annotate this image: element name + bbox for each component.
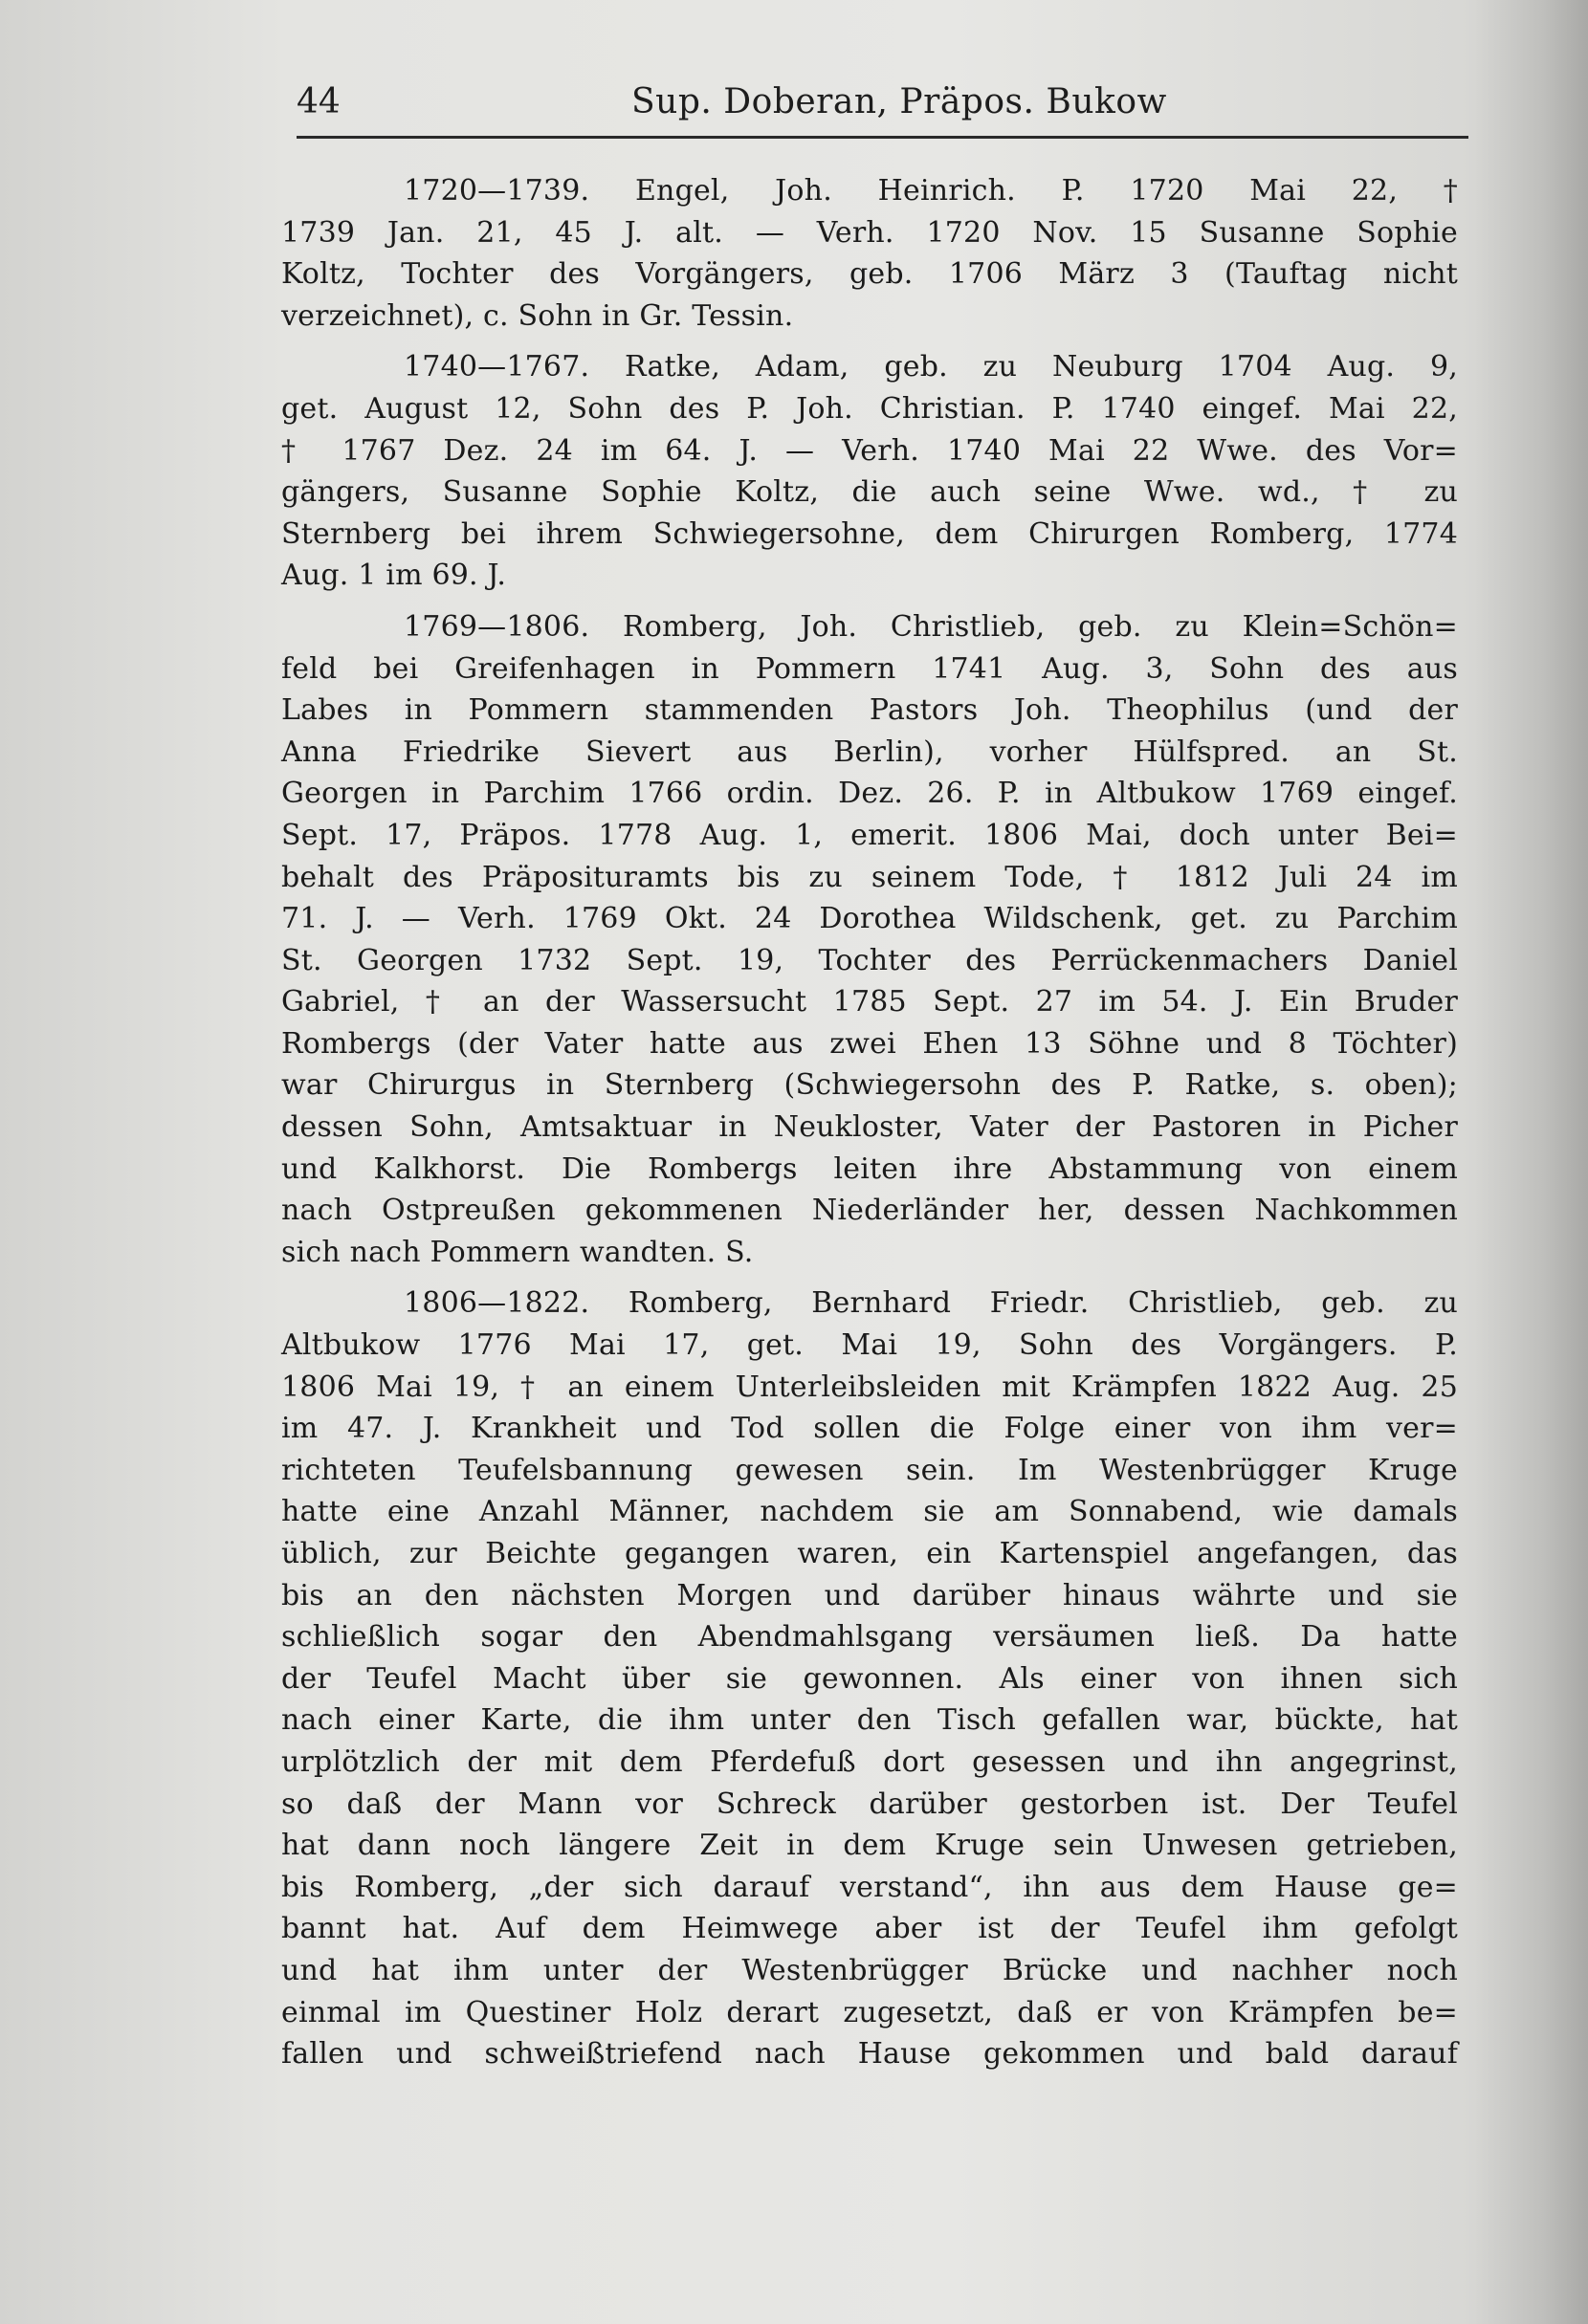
text-line: † 1767 Dez. 24 im 64. J. — Verh. 1740 Mai 22 Wwe. des Vor= xyxy=(281,433,1458,468)
text-line: behalt des Präposituramts bis zu seinem Tode, † 1812 Juli 24 im xyxy=(281,860,1458,894)
text-line: 1740—1767. Ratke, Adam, geb. zu Neuburg 1704 Aug. 9, xyxy=(404,350,1458,384)
text-line: get. August 12, Sohn des P. Joh. Christian. P. 1740 eingef. Mai 22, xyxy=(281,391,1458,426)
text-line: Aug. 1 im 69. J. xyxy=(281,559,507,593)
header-rule xyxy=(297,136,1468,139)
text-line: feld bei Greifenhagen in Pommern 1741 Aug. 3, Sohn des aus xyxy=(281,651,1458,686)
text-line: hatte eine Anzahl Männer, nachdem sie am Sonnabend, wie damals xyxy=(281,1495,1458,1529)
text-line: Georgen in Parchim 1766 ordin. Dez. 26. P. in Altbukow 1769 eingef. xyxy=(281,777,1458,811)
text-line: Sternberg bei ihrem Schwiegersohne, dem Chirurgen Romberg, 1774 xyxy=(281,516,1458,551)
text-line: 1739 Jan. 21, 45 J. alt. — Verh. 1720 Nov. 15 Susanne Sophie xyxy=(281,215,1458,250)
text-line: dessen Sohn, Amtsaktuar in Neukloster, Vater der Pastoren in Picher xyxy=(281,1110,1458,1145)
text-line: Anna Friedrike Sievert aus Berlin), vorher Hülfspred. an St. xyxy=(281,734,1458,769)
text-line: und Kalkhorst. Die Rombergs leiten ihre Abstammung von einem xyxy=(281,1151,1458,1186)
text-line: bis Romberg, „der sich darauf verstand“, ihn aus dem Hause ge= xyxy=(281,1870,1458,1904)
text-line: Altbukow 1776 Mai 17, get. Mai 19, Sohn des Vorgängers. P. xyxy=(281,1328,1458,1363)
text-line: und hat ihm unter der Westenbrügger Brücke und nachher noch xyxy=(281,1953,1458,1987)
text-line: nach Ostpreußen gekommenen Niederländer her, dessen Nachkommen xyxy=(281,1194,1458,1228)
text-line: verzeichnet), c. Sohn in Gr. Tessin. xyxy=(281,298,794,333)
text-line: üblich, zur Beichte gegangen waren, ein Kartenspiel angefangen, das xyxy=(281,1537,1458,1570)
body-text xyxy=(281,170,1458,2085)
text-line: bannt hat. Auf dem Heimwege aber ist der Teufel ihm gefolgt xyxy=(281,1912,1458,1946)
running-head: Sup. Doberan, Präpos. Bukow xyxy=(631,82,1167,121)
text-line: 1769—1806. Romberg, Joh. Christlieb, geb. zu Klein=Schön= xyxy=(404,609,1458,644)
text-line: St. Georgen 1732 Sept. 19, Tochter des Perrückenmachers Daniel xyxy=(281,943,1458,977)
text-line: einmal im Questiner Holz derart zugesetzt, daß er von Krämpfen be= xyxy=(281,1995,1458,2029)
text-line: schließlich sogar den Abendmahlsgang versäumen ließ. Da hatte xyxy=(281,1620,1458,1655)
text-line: 1806 Mai 19, † an einem Unterleibsleiden mit Krämpfen 1822 Aug. 25 xyxy=(281,1370,1458,1404)
text-line: Labes in Pommern stammenden Pastors Joh. Theophilus (und der xyxy=(281,693,1458,728)
text-line: Rombergs (der Vater hatte aus zwei Ehen 13 Söhne und 8 Töchter) xyxy=(281,1026,1458,1061)
text-line: nach einer Karte, die ihm unter den Tisch gefallen war, bückte, hat xyxy=(281,1703,1458,1738)
text-line: bis an den nächsten Morgen und darüber hinaus währte und sie xyxy=(281,1578,1458,1612)
text-line: Sept. 17, Präpos. 1778 Aug. 1, emerit. 1806 Mai, doch unter Bei= xyxy=(281,818,1458,852)
page-header xyxy=(297,77,1468,130)
entry-engel xyxy=(281,170,1458,337)
entry-ratke xyxy=(281,346,1458,597)
text-line: war Chirurgus in Sternberg (Schwiegersohn des P. Ratke, s. oben); xyxy=(281,1068,1458,1103)
text-line: im 47. J. Krankheit und Tod sollen die Folge einer von ihm ver= xyxy=(281,1412,1458,1446)
text-line: urplötzlich der mit dem Pferdefuß dort gesessen und ihn angegrinst, xyxy=(281,1744,1458,1779)
entry-romberg-johann xyxy=(281,606,1458,1274)
text-line: 1720—1739. Engel, Joh. Heinrich. P. 1720 Mai 22, † xyxy=(404,174,1458,208)
page-edge-shadow xyxy=(1473,0,1588,2324)
text-line: der Teufel Macht über sie gewonnen. Als einer von ihnen sich xyxy=(281,1661,1458,1696)
text-line: gängers, Susanne Sophie Koltz, die auch seine Wwe. wd., † zu xyxy=(281,475,1458,510)
text-line: sich nach Pommern wandten. S. xyxy=(281,1235,754,1269)
text-line: fallen und schweißtriefend nach Hause gekommen und bald darauf xyxy=(281,2037,1458,2072)
text-line: 1806—1822. Romberg, Bernhard Friedr. Christlieb, geb. zu xyxy=(404,1286,1458,1321)
text-line: so daß der Mann vor Schreck darüber gestorben ist. Der Teufel xyxy=(281,1787,1458,1821)
page-number: 44 xyxy=(297,82,341,121)
text-line: richteten Teufelsbannung gewesen sein. Im Westenbrügger Kruge xyxy=(281,1453,1458,1487)
entry-romberg-bernhard xyxy=(281,1283,1458,2074)
text-line: 71. J. — Verh. 1769 Okt. 24 Dorothea Wildschenk, get. zu Parchim xyxy=(281,902,1458,936)
text-line: Koltz, Tochter des Vorgängers, geb. 1706 März 3 (Tauftag nicht xyxy=(281,257,1458,292)
text-line: Gabriel, † an der Wassersucht 1785 Sept. 27 im 54. J. Ein Bruder xyxy=(281,985,1458,1019)
text-line: hat dann noch längere Zeit in dem Kruge sein Unwesen getrieben, xyxy=(281,1829,1458,1863)
